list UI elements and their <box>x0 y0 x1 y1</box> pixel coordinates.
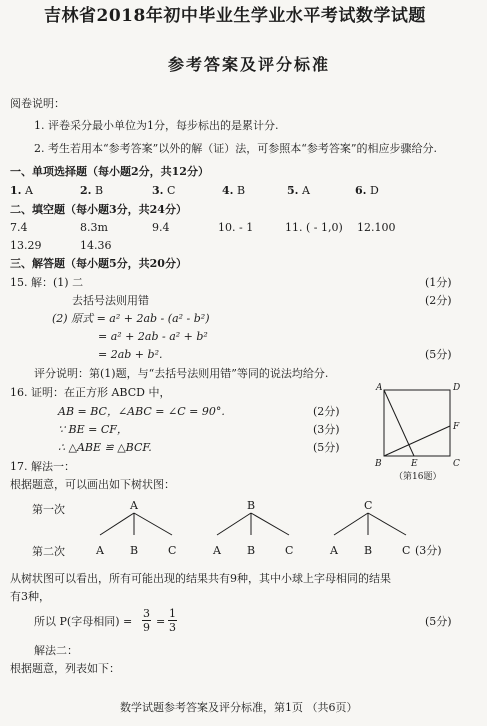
blank-answer-8: 8.3m <box>80 221 108 234</box>
tree-a-leaf-a: A <box>96 544 104 557</box>
tree-root-a: A <box>130 499 138 512</box>
q15-part2-line3: = 2ab + b². <box>98 348 163 361</box>
tree-b-leaf-a: A <box>213 544 221 557</box>
q17-intro1: 根据题意，可以画出如下树状图： <box>10 478 175 491</box>
q16-line2-score: (2分) <box>313 405 340 418</box>
vertex-label-d: D <box>453 383 461 393</box>
blank-answer-11: 11. ( - 1,0) <box>285 221 343 234</box>
figure-caption: （第16题） <box>394 472 442 482</box>
fraction-three-ninths: $\frac{3}{9}$ <box>143 607 150 634</box>
q17-analysis-line1: 从树状图可以看出，所有可能出现的结果共有9种，其中小球上字母相同的结果 <box>10 572 391 585</box>
vertex-label-a: A <box>376 383 383 393</box>
page-subtitle: 参考答案及评分标准 <box>168 55 331 74</box>
q16-line3-score: (3分) <box>313 423 340 436</box>
answer-1: 1. A <box>10 184 33 197</box>
point-label-e: E <box>411 459 418 469</box>
tree-b-leaf-c: C <box>285 544 294 557</box>
q15-part1-note: 去括号法则用错 <box>72 294 149 307</box>
point-label-f: F <box>453 422 460 432</box>
probability-statement: 所以 P(字母相同) = <box>34 615 133 628</box>
q15-part1-score: (1分) <box>425 276 452 289</box>
page-footer: 数学试题参考答案及评分标准，第1页 （共6页） <box>120 701 358 714</box>
q16-square-figure <box>372 380 472 485</box>
q16-line2: AB = BC，∠ABC = ∠C = 90°. <box>58 405 225 418</box>
blank-answer-9: 9.4 <box>152 221 170 234</box>
q17-method2-heading: 解法二： <box>34 644 78 657</box>
tree-a-leaf-c: C <box>168 544 177 557</box>
q15-part2-score: (5分) <box>425 348 452 361</box>
answer-3: 3. C <box>152 184 176 197</box>
vertex-label-c: C <box>453 459 460 469</box>
answer-2: 2. B <box>80 184 104 197</box>
square-abcd <box>384 390 450 456</box>
answer-5: 5. A <box>287 184 310 197</box>
blank-answer-13: 13.29 <box>10 239 42 252</box>
notes-heading: 阅卷说明： <box>10 97 65 110</box>
tree-b-branch-left <box>217 513 251 535</box>
tree-b-branch-right <box>251 513 289 535</box>
q15-part2-line1: (2) 原式 = a² + 2ab - (a² - b²) <box>52 312 210 325</box>
tree-c-leaf-c: C <box>402 544 411 557</box>
q16-line4: ∴ △ABE ≌ △BCF. <box>58 441 152 454</box>
q16-line3: ∵ BE = CF， <box>58 423 128 436</box>
tree-a-branch-left <box>100 513 134 535</box>
vertex-label-b: B <box>375 459 382 469</box>
note-item-2: 2. 考生若用本“参考答案”以外的解（证）法，可参照本“参考答案”的相应步骤给分. <box>34 142 437 155</box>
tree-first-draw-label: 第一次 <box>32 503 65 516</box>
blank-answer-7: 7.4 <box>10 221 28 234</box>
q16-line1: 16. 证明：在正方形 ABCD 中， <box>10 386 171 399</box>
q17-intro2: 根据题意，列表如下： <box>10 662 120 675</box>
page-title: 吉林省2018年初中毕业生学业水平考试数学试题 <box>44 6 426 26</box>
tree-score: (3分) <box>415 544 442 557</box>
tree-root-c: C <box>364 499 373 512</box>
note-item-1: 1. 评卷采分最小单位为1分，每步标出的是累计分. <box>34 119 279 132</box>
q17-analysis-line2: 有3种， <box>10 590 50 603</box>
section1-heading: 一、单项选择题（每小题2分，共12分） <box>10 165 209 178</box>
segment-bf <box>384 426 450 456</box>
q15-part2-line2: = a² + 2ab - a² + b² <box>98 330 208 343</box>
tree-c-leaf-a: A <box>330 544 338 557</box>
section3-heading: 三、解答题（每小题5分，共20分） <box>10 257 187 270</box>
probability-score: (5分) <box>425 615 452 628</box>
q15-scoring-comment: 评分说明：第(1)题，与“去括号法则用错”等同的说法均给分. <box>34 367 329 380</box>
tree-root-b: B <box>247 499 256 512</box>
q15-part1-note-score: (2分) <box>425 294 452 307</box>
q16-line4-score: (5分) <box>313 441 340 454</box>
blank-answer-12: 12.100 <box>357 221 396 234</box>
tree-a-leaf-b: B <box>130 544 139 557</box>
answer-6: 6. D <box>355 184 379 197</box>
segment-ae <box>384 390 414 456</box>
tree-b-leaf-b: B <box>247 544 256 557</box>
q15-part1: 15. 解：(1) 二 <box>10 276 84 289</box>
tree-second-draw-label: 第二次 <box>32 545 65 558</box>
tree-a-branch-right <box>134 513 172 535</box>
tree-c-branch-right <box>368 513 406 535</box>
probability-tree-diagram <box>0 498 487 568</box>
tree-c-leaf-b: B <box>364 544 373 557</box>
section2-heading: 二、填空题（每小题3分，共24分） <box>10 203 187 216</box>
blank-answer-10: 10. - 1 <box>218 221 254 234</box>
answer-4: 4. B <box>222 184 246 197</box>
fraction-one-third: $\frac{1}{3}$ <box>169 607 176 634</box>
tree-c-branch-left <box>334 513 368 535</box>
q17-method1-heading: 17. 解法一： <box>10 460 75 473</box>
blank-answer-14: 14.36 <box>80 239 112 252</box>
equals-sign: = <box>156 615 166 628</box>
